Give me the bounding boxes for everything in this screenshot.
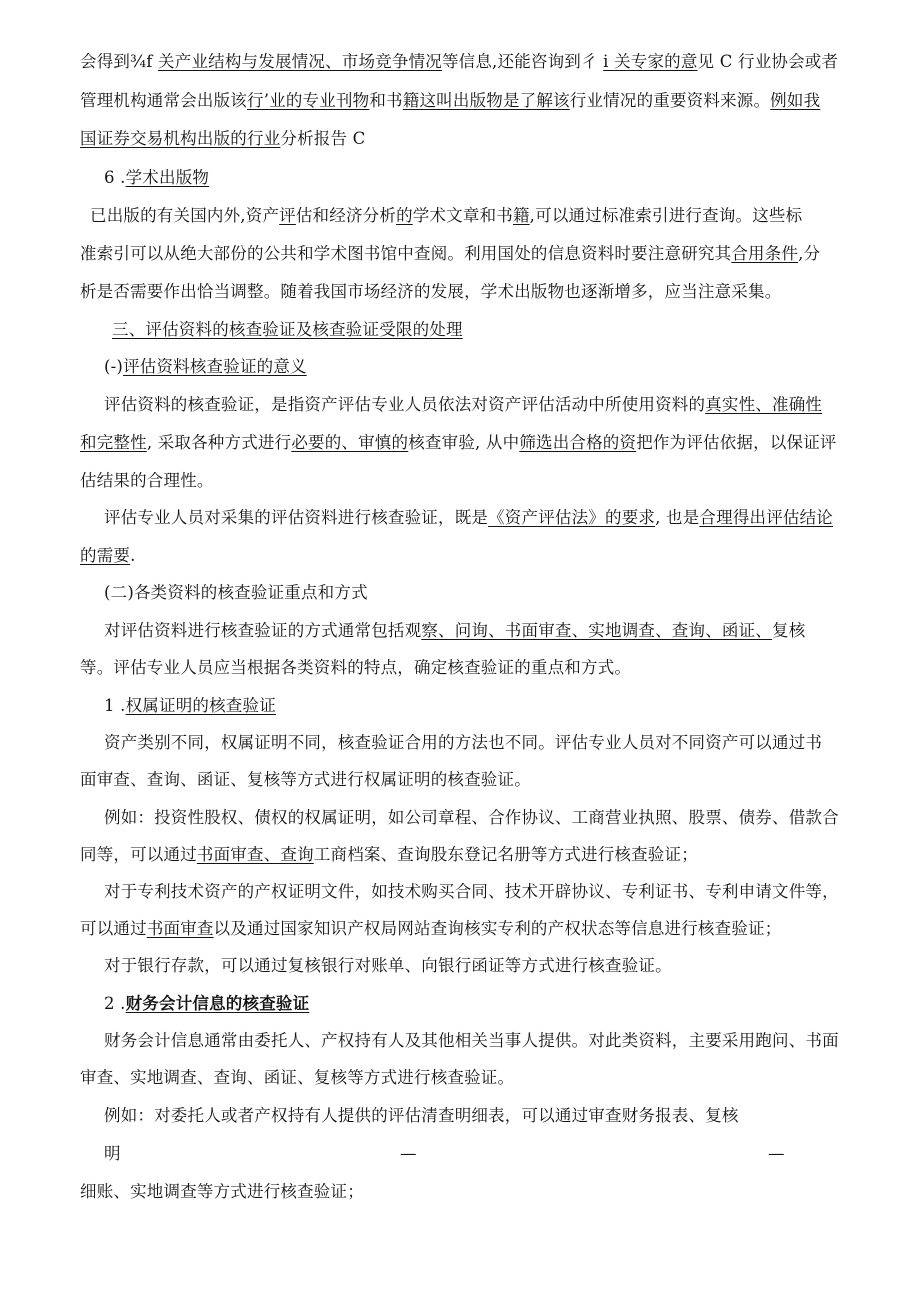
paragraph-line: 对于银行存款，可以通过复核银行对账单、向银行函证等方式进行核查验证。	[104, 956, 672, 975]
paragraph-line: 对于专利技术资产的产权证明文件，如技术购买合同、技术开辟协议、专利证书、专利申请文件等，	[104, 882, 839, 901]
paragraph-line: 面审查、查询、函证、复核等方式进行权属证明的核查验证。	[80, 770, 531, 789]
paragraph-line: 同等，可以通过书面审查、查询工商档案、查询股东登记名册等方式进行核查验证；	[80, 845, 698, 864]
section-heading: 2 .财务会计信息的核查验证	[104, 994, 310, 1013]
paragraph-line: 财务会计信息通常由委托人、产权持有人及其他相关当事人提供。对此类资料，主要采用跑问、书面	[104, 1031, 839, 1050]
dash-mark: —	[768, 1144, 785, 1163]
paragraph-line: 和完整性, 采取各种方式进行必要的、审慎的核查审验, 从中筛选出合格的资把作为评估依据，以保证评	[80, 433, 837, 452]
paragraph-line: 可以通过书面审查以及通过国家知识产权局网站查询核实专利的产权状态等信息进行核查验证；	[80, 919, 782, 938]
section-heading: 1 .权属证明的核查验证	[104, 696, 276, 715]
section-heading: 6 .学术出版物	[104, 168, 210, 187]
paragraph-line: 会得到¾f 关产业结构与发展情况、市场竞争情况等信息,还能咨询到彳 i 关专家的意见 C 行业协会或者	[80, 52, 839, 71]
paragraph-line: 评估资料的核查验证，是指资产评估专业人员依法对资产评估活动中所使用资料的真实性、准确性	[104, 395, 823, 414]
paragraph-line: 明	[104, 1144, 121, 1163]
paragraph-line: 国证券交易机构出版的行业分析报告 C	[80, 129, 366, 148]
paragraph-line: 已出版的有关国内外,资产评估和经济分析的学术文章和书籍,可以通过标准索引进行查询。这些标	[90, 206, 803, 225]
paragraph-line: 审查、实地调查、查询、函证、复核等方式进行核查验证。	[80, 1068, 515, 1087]
paragraph-line: 准索引可以从绝大部份的公共和学术图书馆中查阅。利用国处的信息资料时要注意研究其合用条件,分	[80, 244, 821, 263]
paragraph-line: 等。评估专业人员应当根据各类资料的特点，确定核查验证的重点和方式。	[80, 658, 632, 677]
section-heading: 三、评估资料的核查验证及核查验证受限的处理	[112, 320, 463, 339]
section-heading: (-)评估资料核查验证的意义	[104, 357, 307, 376]
dash-mark: —	[400, 1144, 417, 1163]
paragraph-line: 管理机构通常会出版该行’业的专业刊物和书籍这叫出版物是了解该行业情况的重要资料来源。例如我	[80, 91, 821, 110]
paragraph-line: 例如：对委托人或者产权持有人提供的评估清查明细表，可以通过审查财务报表、复核	[104, 1106, 739, 1125]
paragraph-line: 的需要.	[80, 546, 136, 565]
paragraph-line: 析是否需要作出恰当调整。随着我国市场经济的发展，学术出版物也逐渐增多，应当注意采集。	[80, 282, 782, 301]
paragraph-line: 评估专业人员对采集的评估资料进行核查验证，既是《资产评估法》的要求, 也是合理得出评估结论	[104, 508, 834, 527]
paragraph-line: 资产类别不同，权属证明不同，核查验证合用的方法也不同。评估专业人员对不同资产可以通过书	[104, 733, 823, 752]
paragraph-line: 细账、实地调查等方式进行核查验证；	[80, 1182, 364, 1201]
section-heading: (二)各类资料的核查验证重点和方式	[104, 583, 368, 602]
paragraph-line: 估结果的合理性。	[80, 471, 214, 490]
paragraph-line: 例如：投资性股权、债权的权属证明，如公司章程、合作协议、工商营业执照、股票、债券、借款合	[104, 808, 839, 827]
paragraph-line: 对评估资料进行核查验证的方式通常包括观察、问询、书面审查、实地调查、查询、函证、复核	[104, 621, 806, 640]
